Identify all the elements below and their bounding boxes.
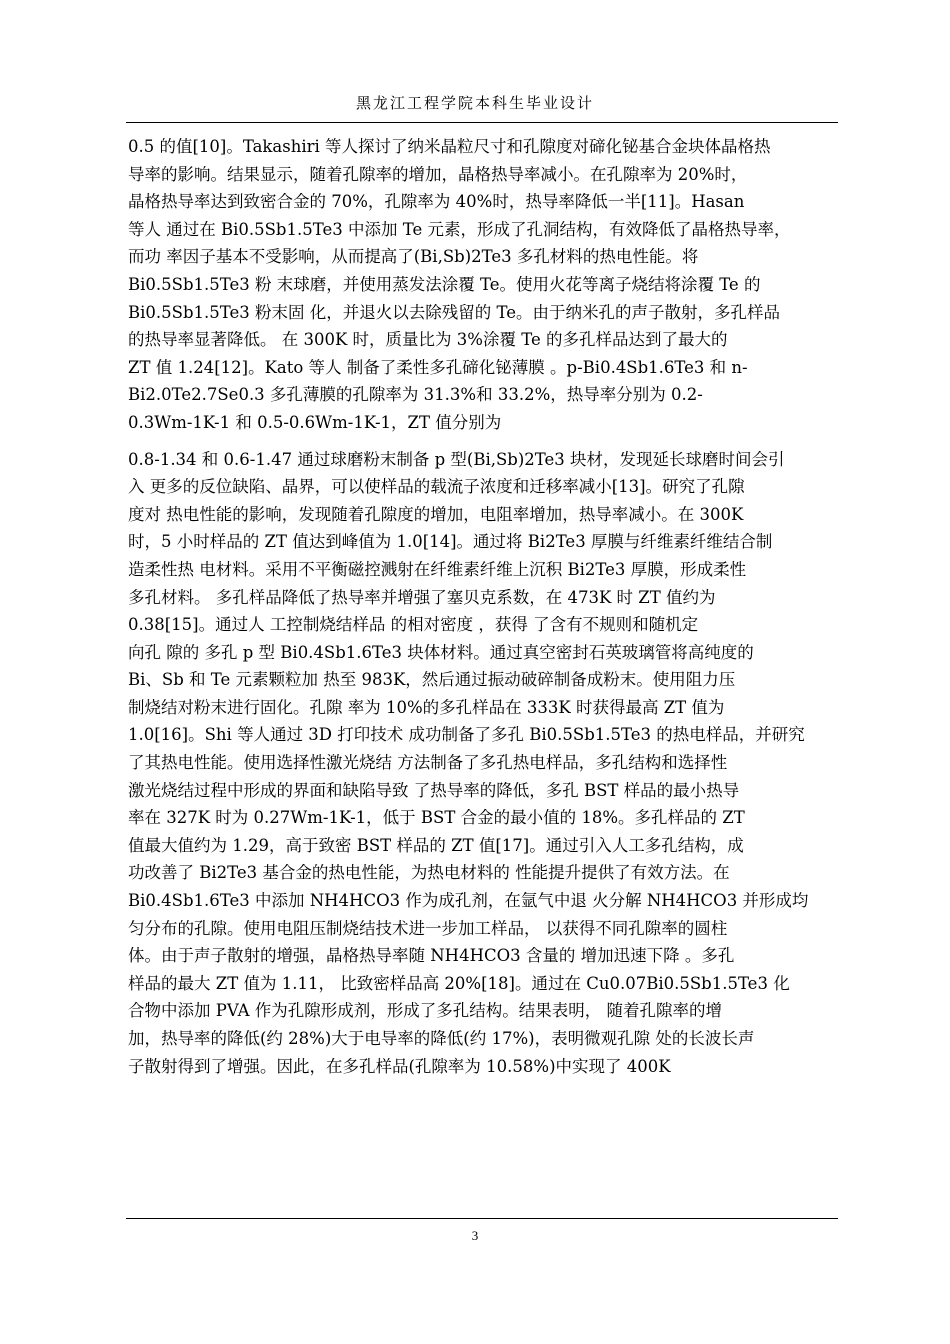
- footer-divider: [126, 1218, 838, 1219]
- text-line: Bi0.5Sb1.5Te3 粉末固 化，并退火以去除残留的 Te。由于纳米孔的声子散射，多孔样品: [128, 302, 780, 322]
- text-line: 而功 率因子基本不受影响，从而提高了(Bi,Sb)2Te3 多孔材料的热电性能。将: [128, 247, 699, 267]
- text-line: 了其热电性能。使用选择性激光烧结 方法制备了多孔热电样品，多孔结构和选择性: [128, 753, 728, 773]
- text-line: 制烧结对粉末进行固化。孔隙 率为 10%的多孔样品在 333K 时获得最高 ZT 值为: [128, 697, 725, 717]
- header-divider: [126, 122, 838, 123]
- text-line: 0.38[15]。通过人 工控制烧结样品 的相对密度 ，获得 了含有不规则和随机定: [128, 615, 699, 635]
- text-line: 功改善了 Bi2Te3 基合金的热电性能，为热电材料的 性能提升提供了有效方法。在: [128, 863, 730, 883]
- text-line: 0.8-1.34 和 0.6-1.47 通过球磨粉末制备 p 型(Bi,Sb)2Te3 块材，发现延长球磨时间会引: [128, 449, 785, 469]
- text-line: 体。由于声子散射的增强，晶格热导率随 NH4HCO3 含量的 增加迅速下降 。多孔: [128, 946, 735, 966]
- text-line: 匀分布的孔隙。使用电阻压制烧结技术进一步加工样品， 以获得不同孔隙率的圆柱: [128, 918, 728, 938]
- text-line: 的热导率显著降低。 在 300K 时，质量比为 3%涂覆 Te 的多孔样品达到了最大的: [128, 330, 728, 350]
- text-line: 0.3Wm-1K-1 和 0.5-0.6Wm-1K-1，ZT 值分别为: [128, 412, 502, 432]
- text-line: 向孔 隙的 多孔 p 型 Bi0.4Sb1.6Te3 块体材料。通过真空密封石英玻璃管将高纯度的: [128, 642, 754, 662]
- paragraph-1: [128, 133, 840, 437]
- text-line: Bi0.4Sb1.6Te3 中添加 NH4HCO3 作为成孔剂，在氩气中退 火分解 NH4HCO3 并形成均: [128, 891, 809, 911]
- text-line: 0.5 的值[10]。Takashiri 等人探讨了纳米晶粒尺寸和孔隙度对碲化铋基合金块体晶格热: [128, 137, 771, 156]
- text-line: 样品的最大 ZT 值为 1.11， 比致密样品高 20%[18]。通过在 Cu0.07Bi0.5Sb1.5Te3 化: [128, 973, 790, 993]
- text-line: 率在 327K 时为 0.27Wm-1K-1，低于 BST 合金的最小值的 18%。多孔样品的 ZT: [128, 808, 745, 828]
- text-line: 时，5 小时样品的 ZT 值达到峰值为 1.0[14]。通过将 Bi2Te3 厚膜与纤维素纤维结合制: [128, 532, 773, 552]
- text-line: 多孔材料。 多孔样品降低了热导率并增强了塞贝克系数，在 473K 时 ZT 值约为: [128, 587, 716, 607]
- text-line: 合物中添加 PVA 作为孔隙形成剂，形成了多孔结构。结果表明， 随着孔隙率的增: [128, 1001, 723, 1021]
- text-line: Bi、Sb 和 Te 元素颗粒加 热至 983K，然后通过振动破碎制备成粉末。使用阻力压: [128, 670, 736, 690]
- text-line: Bi2.0Te2.7Se0.3 多孔薄膜的孔隙率为 31.3%和 33.2%，热导率分别为 0.2-: [128, 385, 703, 405]
- text-line: Bi0.5Sb1.5Te3 粉 末球磨，并使用蒸发法涂覆 Te。使用火花等离子烧结将涂覆 Te 的: [128, 274, 761, 294]
- text-line: 入 更多的反位缺陷、晶界，可以使样品的载流子浓度和迁移率减小[13]。研究了孔隙: [128, 477, 745, 497]
- text-line: 加，热导率的降低(约 28%)大于电导率的降低(约 17%)，表明微观孔隙 处的长波长声: [128, 1029, 755, 1048]
- text-line: 晶格热导率达到致密合金的 70%，孔隙率为 40%时，热导率降低一半[11]。Hasan: [128, 192, 745, 212]
- text-line: 1.0[16]。Shi 等人通过 3D 打印技术 成功制备了多孔 Bi0.5Sb1.5Te3 的热电样品，并研究: [128, 725, 805, 745]
- document-body: [128, 133, 840, 1080]
- text-line: 激光烧结过程中形成的界面和缺陷导致 了热导率的降低，多孔 BST 样品的最小热导: [128, 780, 740, 800]
- text-line: 造柔性热 电材料。采用不平衡磁控溅射在纤维素纤维上沉积 Bi2Te3 厚膜，形成柔性: [128, 559, 747, 579]
- paragraph-2: [128, 446, 840, 1081]
- page-number: 3: [471, 1228, 479, 1243]
- page-header: 黑龙江工程学院本科生毕业设计: [355, 94, 594, 112]
- text-line: 子散射得到了增强。因此，在多孔样品(孔隙率为 10.58%)中实现了 400K: [128, 1056, 671, 1076]
- text-line: 等人 通过在 Bi0.5Sb1.5Te3 中添加 Te 元素，形成了孔洞结构，有效降低了晶格热导率，: [128, 219, 791, 239]
- text-line: 值最大值约为 1.29，高于致密 BST 样品的 ZT 值[17]。通过引入人工多孔结构，成: [128, 835, 744, 855]
- text-line: 度对 热电性能的影响，发现随着孔隙度的增加，电阻率增加，热导率减小。在 300K: [128, 504, 744, 524]
- text-line: ZT 值 1.24[12]。Kato 等人 制备了柔性多孔碲化铋薄膜 。p-Bi0.4Sb1.6Te3 和 n-: [128, 357, 748, 377]
- text-line: 导率的影响。结果显示，随着孔隙率的增加，晶格热导率减小。在孔隙率为 20%时，: [128, 164, 748, 184]
